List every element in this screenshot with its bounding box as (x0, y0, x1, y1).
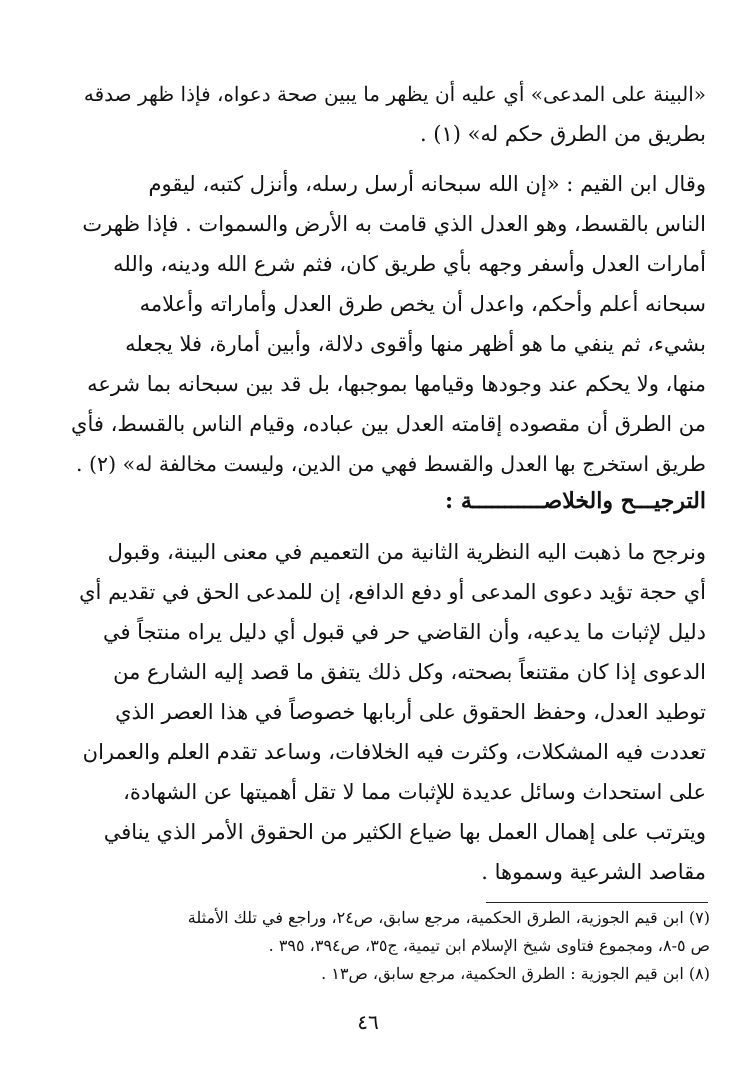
text-line: ونرجح ما ذهبت اليه النظرية الثانية من التعميم في معنى البينة، وقبول (107, 540, 706, 564)
paragraph-1 (70, 74, 706, 154)
text-line: من الطرق أن مقصوده إقامته العدل بين عباده، وقيام الناس بالقسط، فأي (71, 412, 706, 436)
text-line: الناس بالقسط، وهو العدل الذي قامت به الأرض والسموات . فإذا ظهرت (82, 212, 706, 236)
page-number: ٤٦ (357, 1010, 379, 1034)
text-line: بشيء، ثم ينفي ما هو أظهر منها وأقوى دلالة، وأبين أمارة، فلا يجعله (125, 332, 706, 356)
paragraph-3 (70, 532, 706, 892)
text-line: «البينة على المدعى» أي عليه أن يظهر ما يبين صحة دعواه، فإذا ظهر صدقه (83, 82, 706, 106)
text-line: ويترتب على إهمال العمل بها ضياع الكثير من الحقوق الأمر الذي ينافي (103, 820, 706, 844)
text-line: وقال ابن القيم : «إن الله سبحانه أرسل رسله، وأنزل كتبه، ليقوم (148, 172, 706, 196)
section-heading: الترجيـــح والخلاصـــــــــــة : (445, 488, 706, 514)
text-line: تعددت فيه المشكلات، وكثرت فيه الخلافات، وساعد تقدم العلم والعمران (82, 740, 706, 764)
paragraph-2-quote (70, 164, 706, 484)
footnote-divider (486, 902, 708, 903)
text-line: على استحداث وسائل عديدة للإثبات مما لا تقل أهميتها عن الشهادة، (123, 780, 706, 804)
footnotes (90, 904, 710, 988)
text-line: منها، ولا يحكم عند وجودها وقيامها بموجبها، بل قد بين سبحانه بما شرعه (87, 372, 706, 396)
footnote-line: (٨) ابن قيم الجوزية : الطرق الحكمية، مرجع سابق، ص١٣ . (321, 964, 710, 983)
text-line: الدعوى إذا كان مقتنعاً بصحته، وكل ذلك يتفق ما قصد إليه الشارع من (113, 660, 706, 684)
text-line: طريق استخرج بها العدل والقسط فهي من الدين، وليست مخالفة له» (٢) . (76, 452, 706, 476)
footnote-line: (٧) ابن قيم الجوزية، الطرق الحكمية، مرجع سابق، ص٢٤، وراجع في تلك الأمثلة (187, 908, 710, 927)
footnote-line: ص ٥-٨، ومجموع فتاوى شيخ الإسلام ابن تيمية، ج٣٥، ص٣٩٤، ٣٩٥ . (268, 936, 710, 955)
text-line: أمارات العدل وأسفر وجهه بأي طريق كان، فثم شرع الله ودينه، والله (113, 252, 706, 276)
text-line: بطريق من الطرق حكم له» (١) . (419, 122, 706, 146)
text-line: سبحانه أعلم وأحكم، واعدل أن يخص طرق العدل وأماراته وأعلامه (139, 292, 706, 316)
text-line: دليل لإثبات ما يدعيه، وأن القاضي حر في قبول أي دليل يراه منتجاً في (102, 620, 706, 644)
text-line: أي حجة تؤيد دعوى المدعى أو دفع الدافع، إن للمدعى الحق في تقديم أي (79, 580, 706, 604)
text-line: توطيد العدل، وحفظ الحقوق على أربابها خصوصاً في هذا العصر الذي (115, 700, 706, 724)
text-line: مقاصد الشرعية وسموها . (481, 860, 706, 884)
